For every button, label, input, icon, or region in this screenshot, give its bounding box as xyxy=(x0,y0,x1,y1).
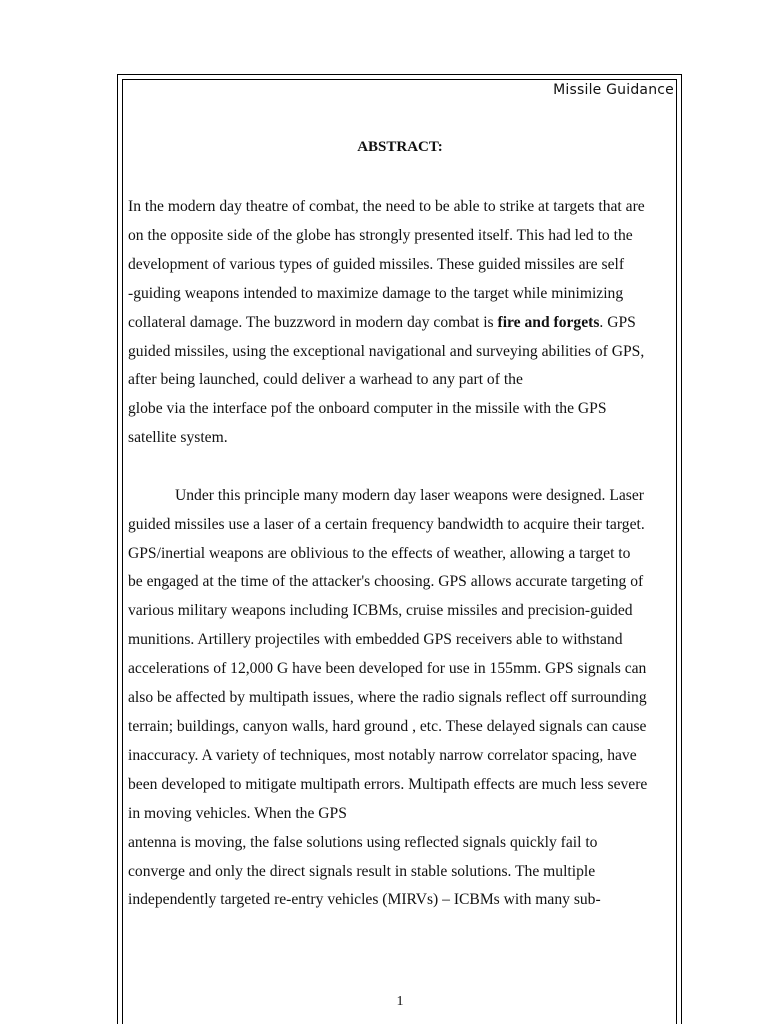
paragraph-1-line-7: after being launched, could deliver a warhead to any part of the xyxy=(128,371,523,388)
running-header: Missile Guidance xyxy=(553,82,674,98)
paragraph-2-line-1: Under this principle many modern day laser weapons were designed. Laser xyxy=(175,487,644,504)
paragraph-1-line-9: satellite system. xyxy=(128,429,228,446)
paragraph-2-line-4: be engaged at the time of the attacker's choosing. GPS allows accurate targeting of xyxy=(128,573,644,590)
paragraph-2-line-10: inaccuracy. A variety of techniques, most notably narrow correlator spacing, have xyxy=(128,747,637,764)
paragraph-2-line-3: GPS/inertial weapons are oblivious to the effects of weather, allowing a target to xyxy=(128,545,631,562)
paragraph-2-line-8: also be affected by multipath issues, where the radio signals reflect off surrounding xyxy=(128,689,647,706)
paragraph-1-line-2: on the opposite side of the globe has strongly presented itself. This had led to the xyxy=(128,227,633,244)
page-number: 1 xyxy=(396,994,404,1009)
paragraph-1-line-3: development of various types of guided missiles. These guided missiles are self xyxy=(128,256,625,273)
paragraph-2-line-5: various military weapons including ICBMs, cruise missiles and precision-guided xyxy=(128,602,633,619)
line-5-tail: . GPS xyxy=(599,314,636,331)
paragraph-2-line-15: independently targeted re-entry vehicles (MIRVs) – ICBMs with many sub- xyxy=(128,891,601,908)
paragraph-2-line-9: terrain; buildings, canyon walls, hard ground , etc. These delayed signals can cause xyxy=(128,718,647,735)
paragraph-1-line-1: In the modern day theatre of combat, the need to be able to strike at targets that are xyxy=(128,198,645,215)
paragraph-2-line-11: been developed to mitigate multipath errors. Multipath effects are much less severe xyxy=(128,776,648,793)
paragraph-2-line-7: accelerations of 12,000 G have been developed for use in 155mm. GPS signals can xyxy=(128,660,647,677)
paragraph-1-line-4: -guiding weapons intended to maximize damage to the target while minimizing xyxy=(128,285,624,302)
paragraph-2-line-13: antenna is moving, the false solutions using reflected signals quickly fail to xyxy=(128,834,598,851)
paragraph-2-line-12: in moving vehicles. When the GPS xyxy=(128,805,347,822)
paragraph-1-line-5 xyxy=(128,313,636,333)
paragraph-2-line-14: converge and only the direct signals result in stable solutions. The multiple xyxy=(128,863,596,880)
abstract-heading: ABSTRACT: xyxy=(357,139,443,155)
line-5-text: collateral damage. The buzzword in modern day combat is xyxy=(128,314,498,331)
paragraph-1-line-6: guided missiles, using the exceptional navigational and surveying abilities of GPS, xyxy=(128,343,645,360)
paragraph-1-line-8: globe via the interface pof the onboard computer in the missile with the GPS xyxy=(128,400,607,417)
paragraph-2-line-2: guided missiles use a laser of a certain frequency bandwidth to acquire their target. xyxy=(128,516,645,533)
bold-phrase: fire and forgets xyxy=(497,314,600,331)
paragraph-2-line-6: munitions. Artillery projectiles with embedded GPS receivers able to withstand xyxy=(128,631,623,648)
